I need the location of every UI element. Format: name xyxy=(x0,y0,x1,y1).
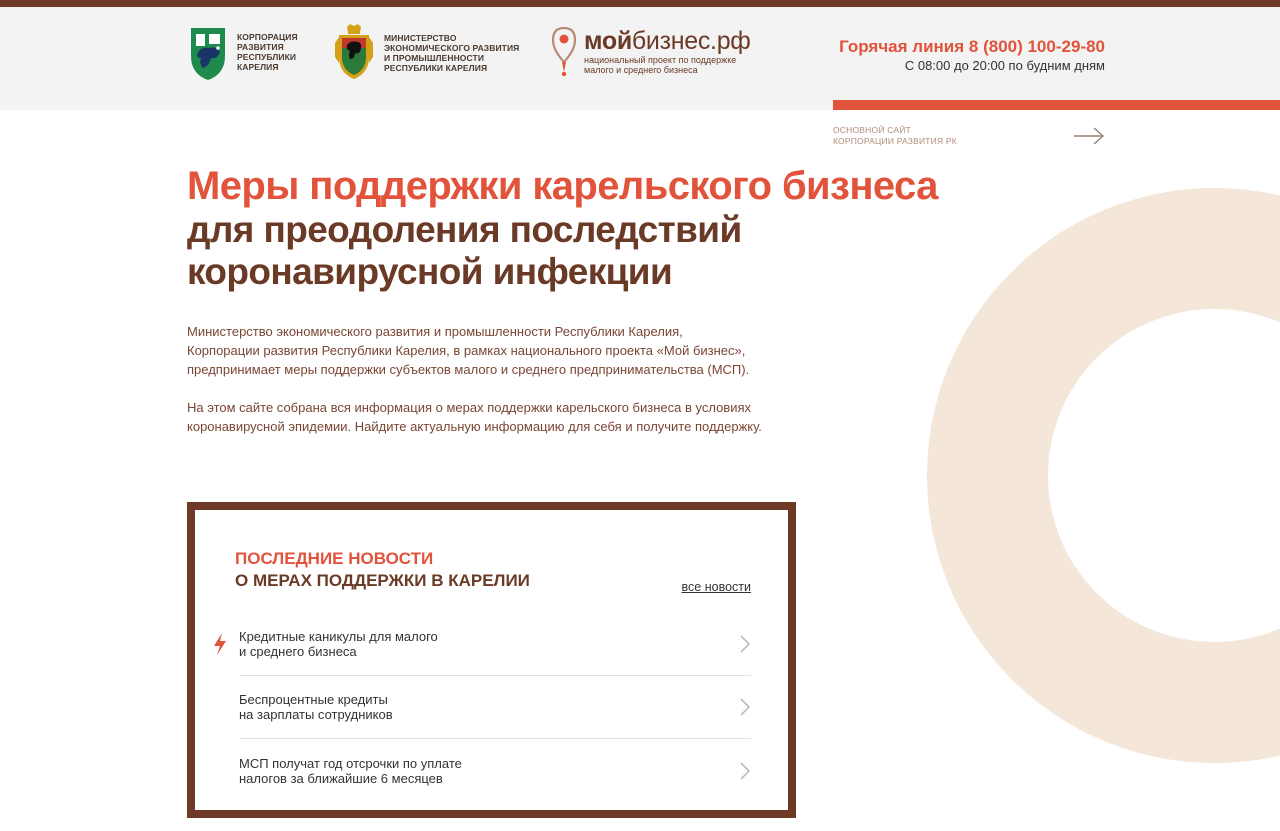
all-news-link[interactable]: все новости xyxy=(681,580,751,594)
description xyxy=(187,322,827,436)
lightning-icon xyxy=(212,632,228,656)
news-item-line: и среднего бизнеса xyxy=(239,644,357,659)
news-item-line: МСП получат год отсрочки по уплате xyxy=(239,755,462,771)
description-line: коронавирусной эпидемии. Найдите актуальную информацию для себя и получите поддержку. xyxy=(187,419,762,434)
news-item-line: Беспроцентные кредиты xyxy=(239,692,388,707)
description-paragraph xyxy=(187,398,827,436)
hotline-hours: С 08:00 до 20:00 по будним дням xyxy=(904,58,1105,73)
news-item-line: на зарплаты сотрудников xyxy=(239,707,393,722)
hero xyxy=(187,164,1027,293)
ministry-logo-line: МИНИСТЕРСТВО xyxy=(384,33,457,43)
ministry-logo-text xyxy=(384,33,519,73)
news-box xyxy=(187,502,796,818)
news-item-title xyxy=(239,756,679,786)
corporation-logo-link[interactable] xyxy=(187,22,298,82)
corporation-emblem-icon xyxy=(187,22,229,82)
main-site-link-line: КОРПОРАЦИИ РАЗВИТИЯ РК xyxy=(833,136,957,146)
ministry-logo-line: ЭКОНОМИЧЕСКОГО РАЗВИТИЯ xyxy=(384,43,520,53)
news-heading xyxy=(235,548,530,592)
corporation-logo-text xyxy=(237,32,298,72)
main-site-link[interactable] xyxy=(833,124,1105,148)
chevron-right-icon xyxy=(739,697,751,717)
news-item-title xyxy=(239,692,679,722)
arrow-right-icon xyxy=(1073,126,1105,146)
moybiznes-logo-link[interactable] xyxy=(550,22,751,80)
hotline-phone[interactable]: Горячая линия 8 (800) 100-29-80 xyxy=(839,37,1105,56)
news-item[interactable] xyxy=(239,613,751,676)
news-item[interactable] xyxy=(239,676,751,739)
chevron-right-icon xyxy=(739,761,751,781)
corporation-logo-line: КАРЕЛИЯ xyxy=(237,62,279,72)
description-line: предпринимает меры поддержки субъектов малого и среднего предпринимательства (МСП). xyxy=(187,362,750,377)
ministry-logo-line: РЕСПУБЛИКИ КАРЕЛИЯ xyxy=(384,63,488,73)
corporation-logo-line: РАЗВИТИЯ xyxy=(237,42,284,52)
corporation-logo-line: КОРПОРАЦИЯ xyxy=(237,32,298,42)
hero-subtitle xyxy=(187,209,1027,293)
moybiznes-title-bold: мой xyxy=(584,26,632,55)
hotline-accent-bar xyxy=(833,100,1280,110)
description-line: Корпорации развития Республики Карелия, в рамках национального проекта «Мой бизнес», xyxy=(187,343,746,358)
moybiznes-subtitle-line: малого и среднего бизнеса xyxy=(584,64,698,75)
main-site-link-text xyxy=(833,125,957,147)
moybiznes-subtitle-line: национальный проект по поддержке xyxy=(584,54,737,65)
description-line: На этом сайте собрана вся информация о мерах поддержки карельского бизнеса в условиях xyxy=(187,400,752,415)
moybiznes-subtitle xyxy=(584,55,751,75)
karelia-coat-of-arms-icon xyxy=(333,23,375,83)
hero-subtitle-line: коронавирусной инфекции xyxy=(187,251,673,292)
main-site-link-line: ОСНОВНОЙ САЙТ xyxy=(833,125,911,135)
hotline xyxy=(839,36,1105,74)
news-item-line: налогов за ближайшие 6 месяцев xyxy=(239,770,443,786)
news-item[interactable] xyxy=(239,739,751,802)
map-pin-icon xyxy=(550,22,578,80)
description-paragraph xyxy=(187,322,827,379)
top-strip xyxy=(0,0,1280,7)
news-title-secondary: О МЕРАХ ПОДДЕРЖКИ В КАРЕЛИИ xyxy=(235,571,530,590)
hero-title: Меры поддержки карельского бизнеса xyxy=(187,164,938,208)
news-item-title xyxy=(239,629,679,659)
ministry-logo-link[interactable] xyxy=(333,23,519,83)
chevron-right-icon xyxy=(739,634,751,654)
hero-subtitle-line: для преодоления последствий xyxy=(187,209,742,250)
moybiznes-title xyxy=(584,28,751,54)
news-title-primary: ПОСЛЕДНИЕ НОВОСТИ xyxy=(235,549,434,568)
ministry-logo-line: И ПРОМЫШЛЕННОСТИ xyxy=(384,53,485,63)
corporation-logo-line: РЕСПУБЛИКИ xyxy=(237,52,297,62)
news-item-line: Кредитные каникулы для малого xyxy=(239,629,438,644)
moybiznes-title-rest: бизнес.рф xyxy=(631,26,751,55)
moybiznes-logo-text xyxy=(584,28,751,75)
news-list xyxy=(239,613,751,802)
description-line: Министерство экономического развития и промышленности Республики Карелия, xyxy=(187,324,683,339)
